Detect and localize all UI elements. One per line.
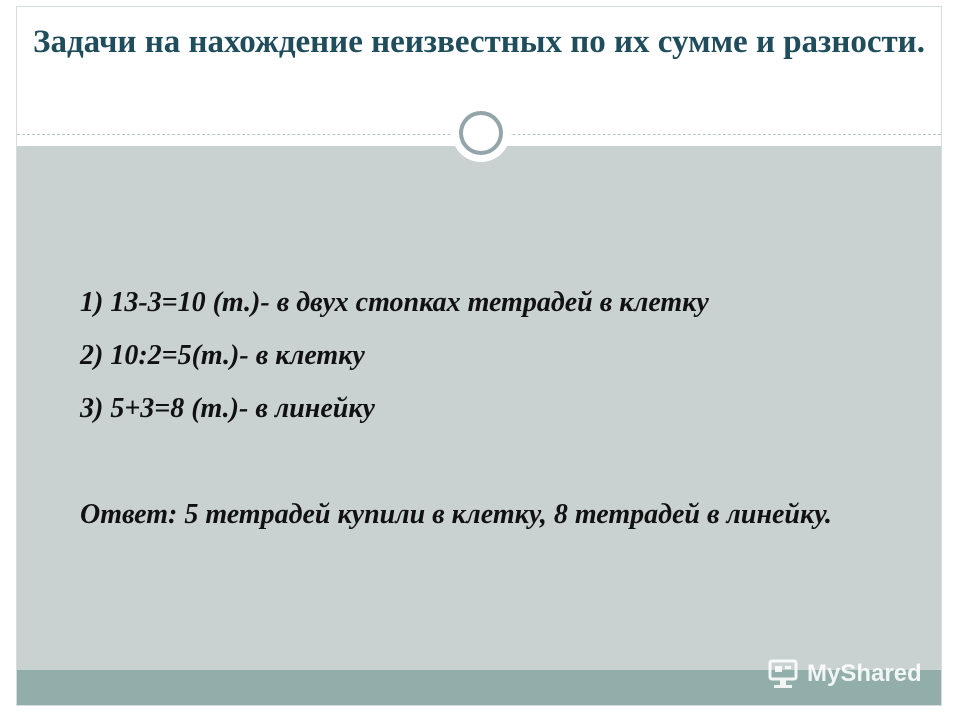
answer-text: Ответ: 5 тетрадей купили в клетку, 8 тетрадей в линейку.: [80, 499, 832, 530]
ring-center: [463, 115, 499, 151]
solution-step-2: 2) 10:2=5(т.)- в клетку: [80, 340, 365, 371]
slide-title: Задачи на нахождение неизвестных по их сумме и разности.: [33, 24, 925, 60]
watermark-text: MyShared: [807, 660, 922, 687]
monitor-icon: [767, 658, 801, 690]
watermark-logo: [767, 656, 922, 692]
ring-middle: [459, 111, 503, 155]
divider-ring-icon: [452, 104, 510, 162]
solution-step-1: 1) 13-3=10 (т.)- в двух стопках тетрадей в клетку: [80, 287, 709, 318]
solution-step-3: 3) 5+3=8 (т.)- в линейку: [80, 393, 375, 424]
